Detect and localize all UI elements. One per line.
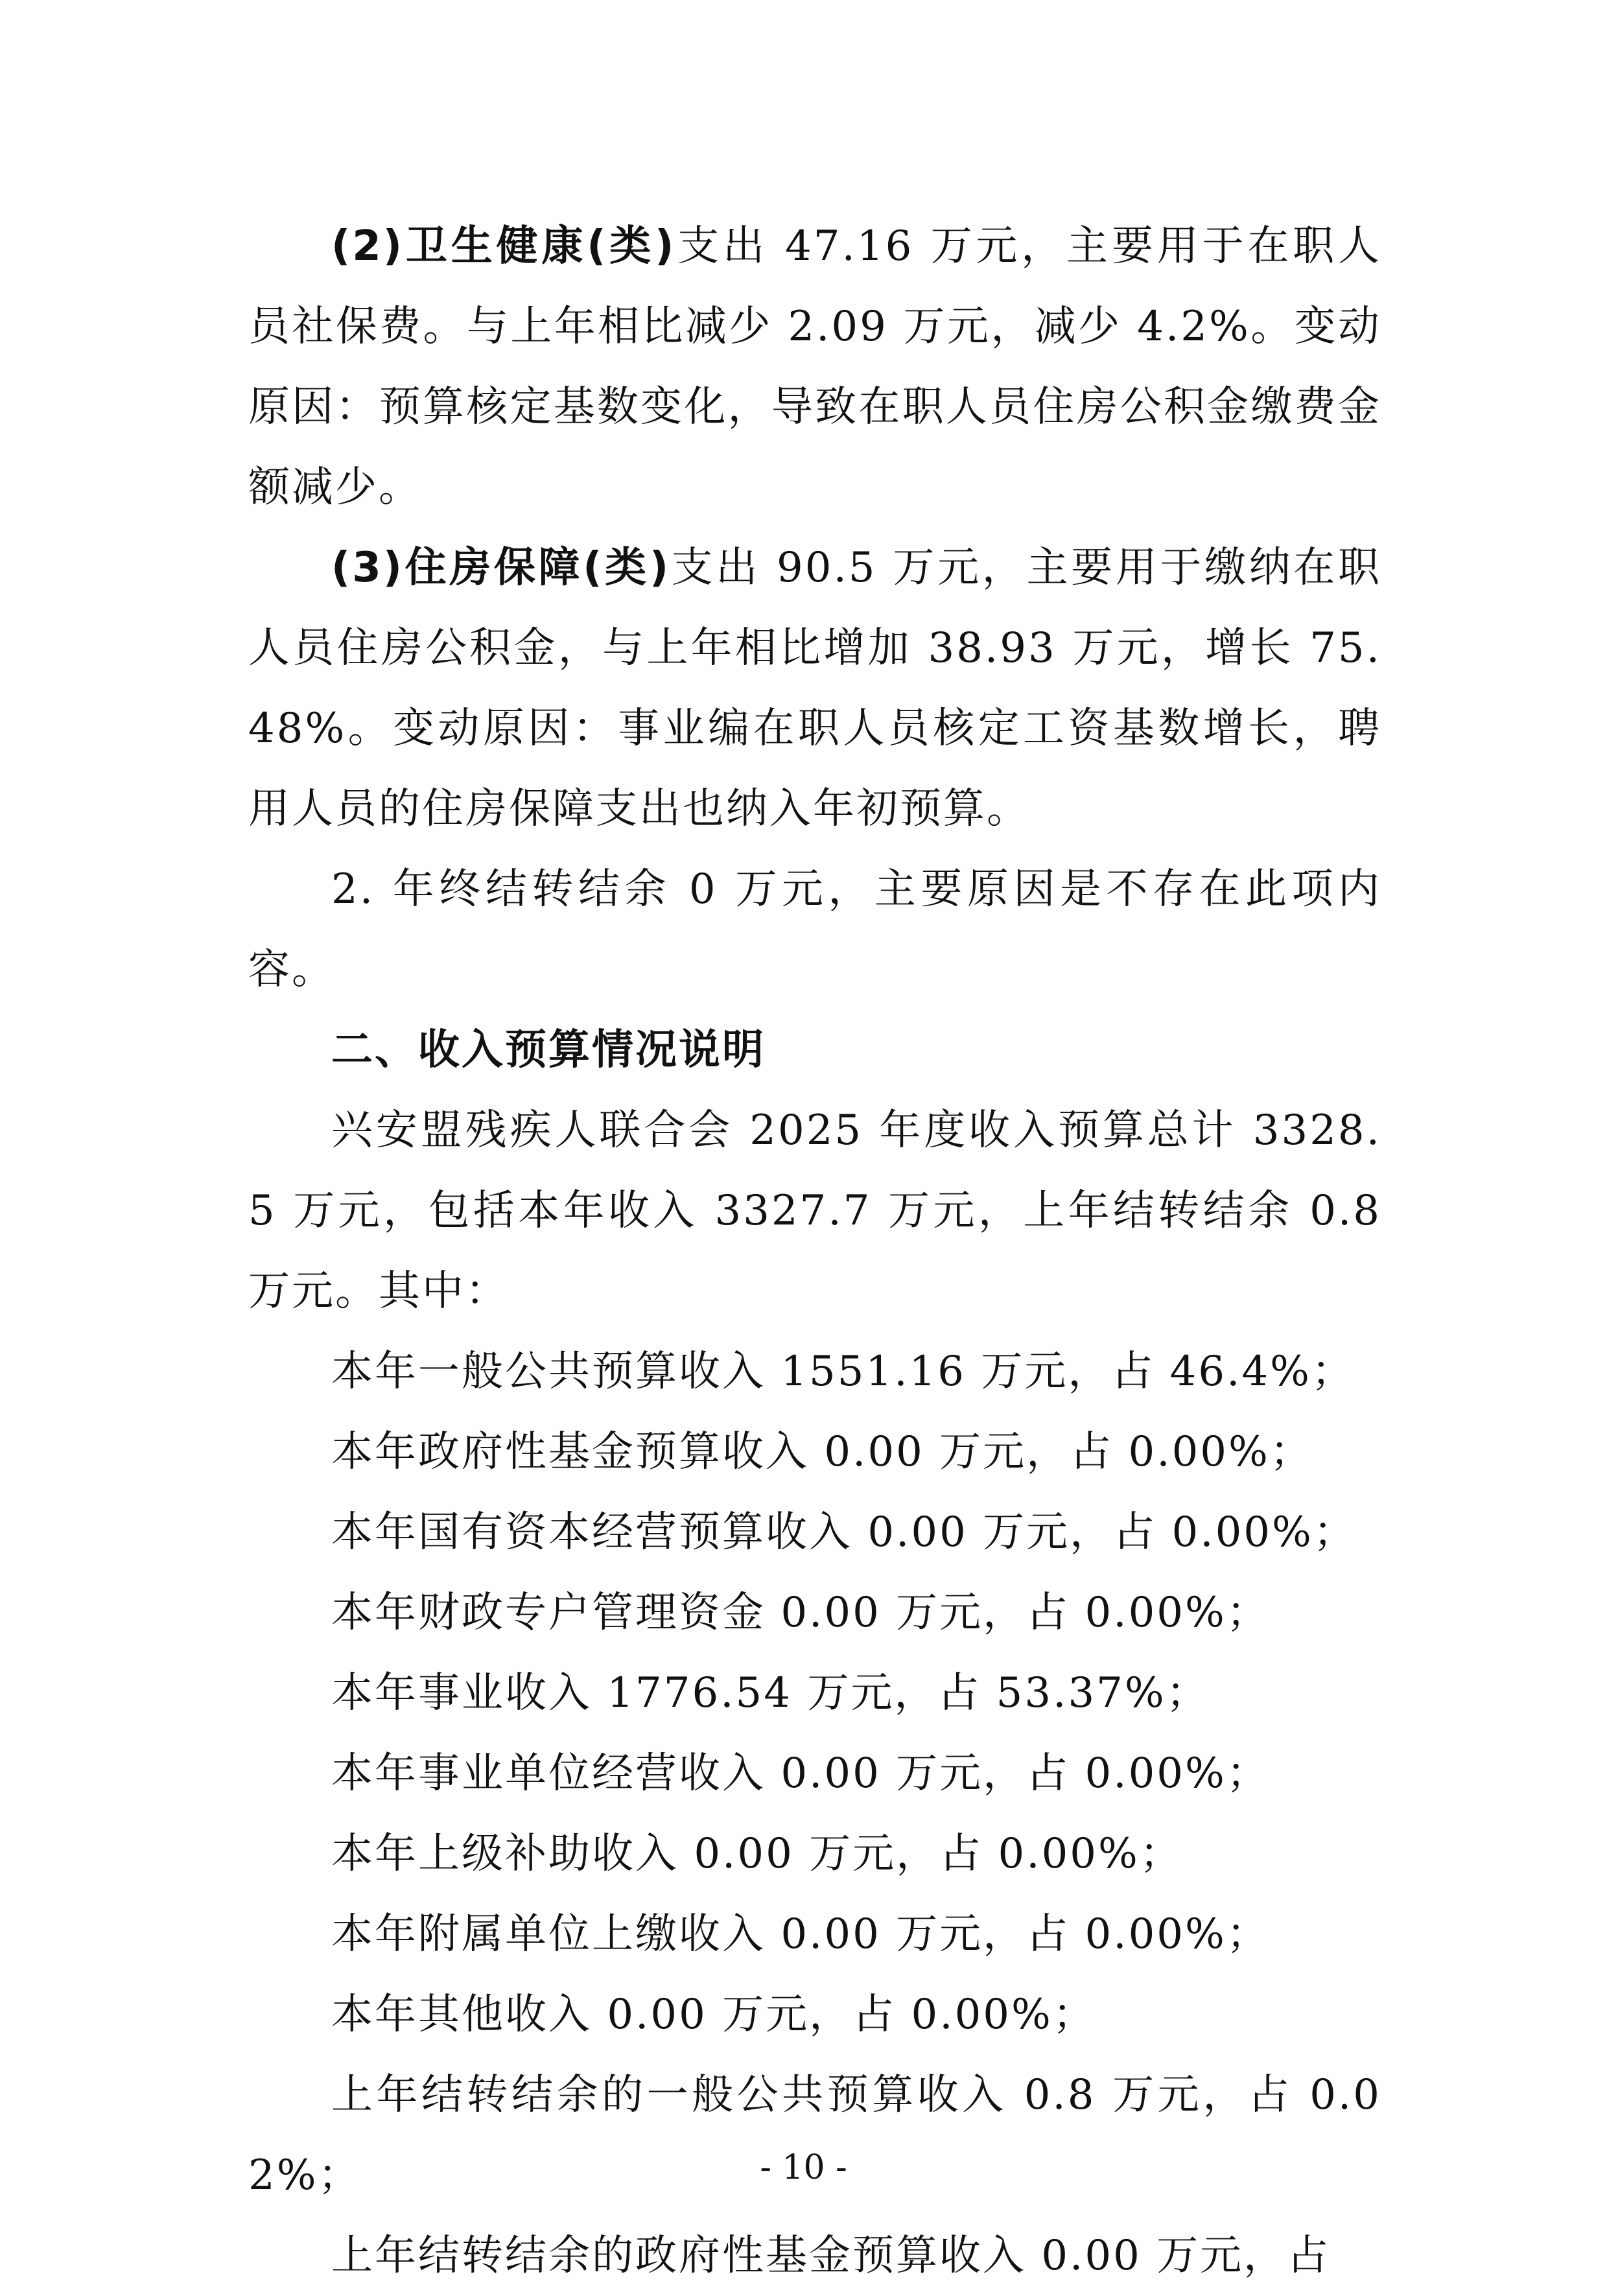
section-title-income: 二、收入预算情况说明 <box>331 1026 766 1074</box>
paragraph-health-expense <box>248 206 1381 528</box>
paragraph-lead-health: (2)卫生健康(类) <box>331 222 676 270</box>
paragraph-housing-expense <box>248 528 1381 849</box>
paragraph-lead-housing: (3)住房保障(类) <box>331 544 671 592</box>
income-item: 上年结转结余的政府性基金预算收入 0.00 万元，占 <box>331 2232 1331 2280</box>
income-item: 本年政府性基金预算收入 0.00 万元，占 0.00%； <box>331 1428 1313 1476</box>
income-item: 本年上级补助收入 0.00 万元，占 0.00%； <box>331 1830 1183 1878</box>
paragraph-text-health: 支出 47.16 万元，主要用于在职人员社保费。与上年相比减少 2.09 万元，减少 4.2%。变动原因：预算核定基数变化，导致在职人员住房公积金缴费金额减少。 <box>248 222 1382 511</box>
income-item: 本年事业收入 1776.54 万元，占 53.37%； <box>331 1669 1210 1717</box>
income-item: 本年一般公共预算收入 1551.16 万元，占 46.4%； <box>331 1348 1355 1396</box>
page-number: - 10 - <box>760 2148 847 2187</box>
document-body <box>248 206 1381 2296</box>
paragraph-text-housing: 支出 90.5 万元，主要用于缴纳在职人员住房公积金，与上年相比增加 38.93 万元，增长 75.48%。变动原因：事业编在职人员核定工资基数增长，聘用人员的住房保障支出也纳入年初预算。 <box>248 544 1382 833</box>
income-item: 本年附属单位上缴收入 0.00 万元，占 0.00%； <box>331 1910 1270 1958</box>
income-item: 本年国有资本经营预算收入 0.00 万元，占 0.00%； <box>331 1508 1357 1556</box>
paragraph-carryover: 2. 年终结转结余 0 万元，主要原因是不存在此项内容。 <box>248 865 1381 994</box>
income-item: 本年事业单位经营收入 0.00 万元，占 0.00%； <box>331 1750 1270 1798</box>
paragraph-income-summary: 兴安盟残疾人联合会 2025 年度收入预算总计 3328.5 万元，包括本年收入 3327.7 万元，上年结转结余 0.8 万元。其中： <box>248 1107 1381 1315</box>
income-item: 本年财政专户管理资金 0.00 万元，占 0.00%； <box>331 1589 1270 1637</box>
income-item: 本年其他收入 0.00 万元，占 0.00%； <box>331 1991 1096 2039</box>
income-item: 上年结转结余的一般公共预算收入 0.8 万元，占 0.02%； <box>248 2071 1381 2199</box>
